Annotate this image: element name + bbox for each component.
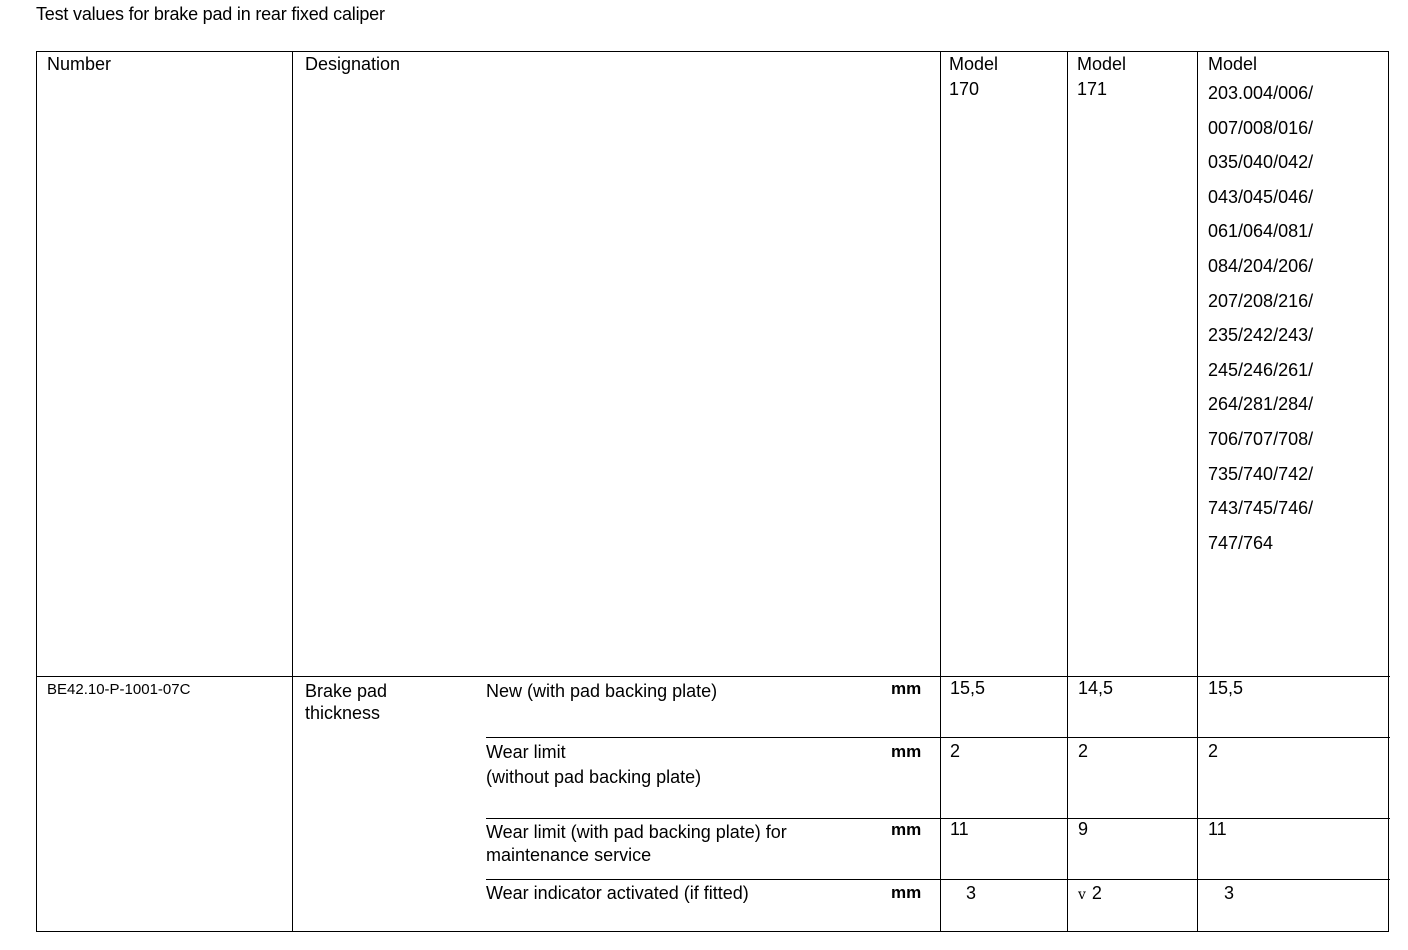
model-variant: 706/707/708/	[1208, 428, 1314, 449]
subrow-label: Wear limit (with pad backing plate) for	[486, 822, 787, 842]
model-variant: 043/045/046/	[1208, 186, 1314, 207]
header-model-170-value: 170	[949, 79, 980, 99]
unit: mm	[891, 679, 922, 698]
header-number: Number	[47, 54, 112, 74]
subrow-label: New (with pad backing plate)	[486, 681, 718, 701]
column-divider	[940, 52, 941, 931]
value-203: 11	[1208, 819, 1227, 839]
value-170: 3	[966, 883, 977, 903]
row-divider	[486, 818, 1390, 819]
header-model-171-label: Model	[1077, 54, 1127, 74]
model-variant: 747/764	[1208, 532, 1274, 553]
value-170: 11	[950, 819, 969, 839]
model-variant: 207/208/216/	[1208, 290, 1314, 311]
value-171: 2	[1091, 883, 1102, 903]
unit: mm	[891, 820, 922, 839]
row-number: BE42.10-P-1001-07C	[47, 681, 191, 698]
value-203: 3	[1224, 883, 1235, 903]
subrow-label-line-2: maintenance service	[486, 845, 652, 865]
model-variant: 203.004/006/	[1208, 83, 1314, 103]
model-variant: 084/204/206/	[1208, 255, 1314, 276]
subrow-label: Wear indicator activated (if fitted)	[486, 883, 749, 903]
value-171: 2	[1078, 741, 1089, 761]
value-171: 14,5	[1078, 678, 1114, 698]
model-variant: 235/242/243/	[1208, 325, 1314, 346]
designation-line-1: Brake pad	[305, 681, 388, 701]
header-model-171-value: 171	[1077, 79, 1108, 99]
value-171-cell	[1078, 881, 1102, 907]
row-divider	[37, 676, 1390, 677]
column-divider	[1197, 52, 1198, 931]
unit: mm	[891, 883, 922, 902]
row-divider	[486, 879, 1390, 880]
designation-line-2: thickness	[305, 703, 381, 723]
header-model-170-label: Model	[949, 54, 999, 74]
value-170: 2	[950, 741, 961, 761]
model-variant: 061/064/081/	[1208, 221, 1314, 242]
column-divider	[292, 52, 293, 931]
model-variant: 743/745/746/	[1208, 498, 1314, 519]
model-variant: 245/246/261/	[1208, 359, 1314, 380]
header-model-203-label: Model	[1208, 54, 1258, 74]
row-divider	[486, 737, 1390, 738]
page-title: Test values for brake pad in rear fixed caliper	[36, 4, 385, 24]
value-171: 9	[1078, 819, 1089, 839]
model-variant: 264/281/284/	[1208, 394, 1314, 415]
column-divider	[1067, 52, 1068, 931]
unit: mm	[891, 742, 922, 761]
value-170: 15,5	[950, 678, 986, 698]
model-203-variant-list	[1208, 76, 1313, 560]
model-variant: 007/008/016/	[1208, 117, 1314, 138]
model-variant: 735/740/742/	[1208, 463, 1314, 484]
header-designation: Designation	[305, 54, 401, 74]
check-mark-icon: v	[1078, 887, 1086, 903]
value-203: 2	[1208, 741, 1219, 761]
value-203: 15,5	[1208, 678, 1244, 698]
subrow-label-line-2: (without pad backing plate)	[486, 767, 702, 787]
subrow-label: Wear limit	[486, 742, 566, 762]
model-variant: 035/040/042/	[1208, 152, 1314, 173]
test-values-table	[36, 51, 1389, 932]
